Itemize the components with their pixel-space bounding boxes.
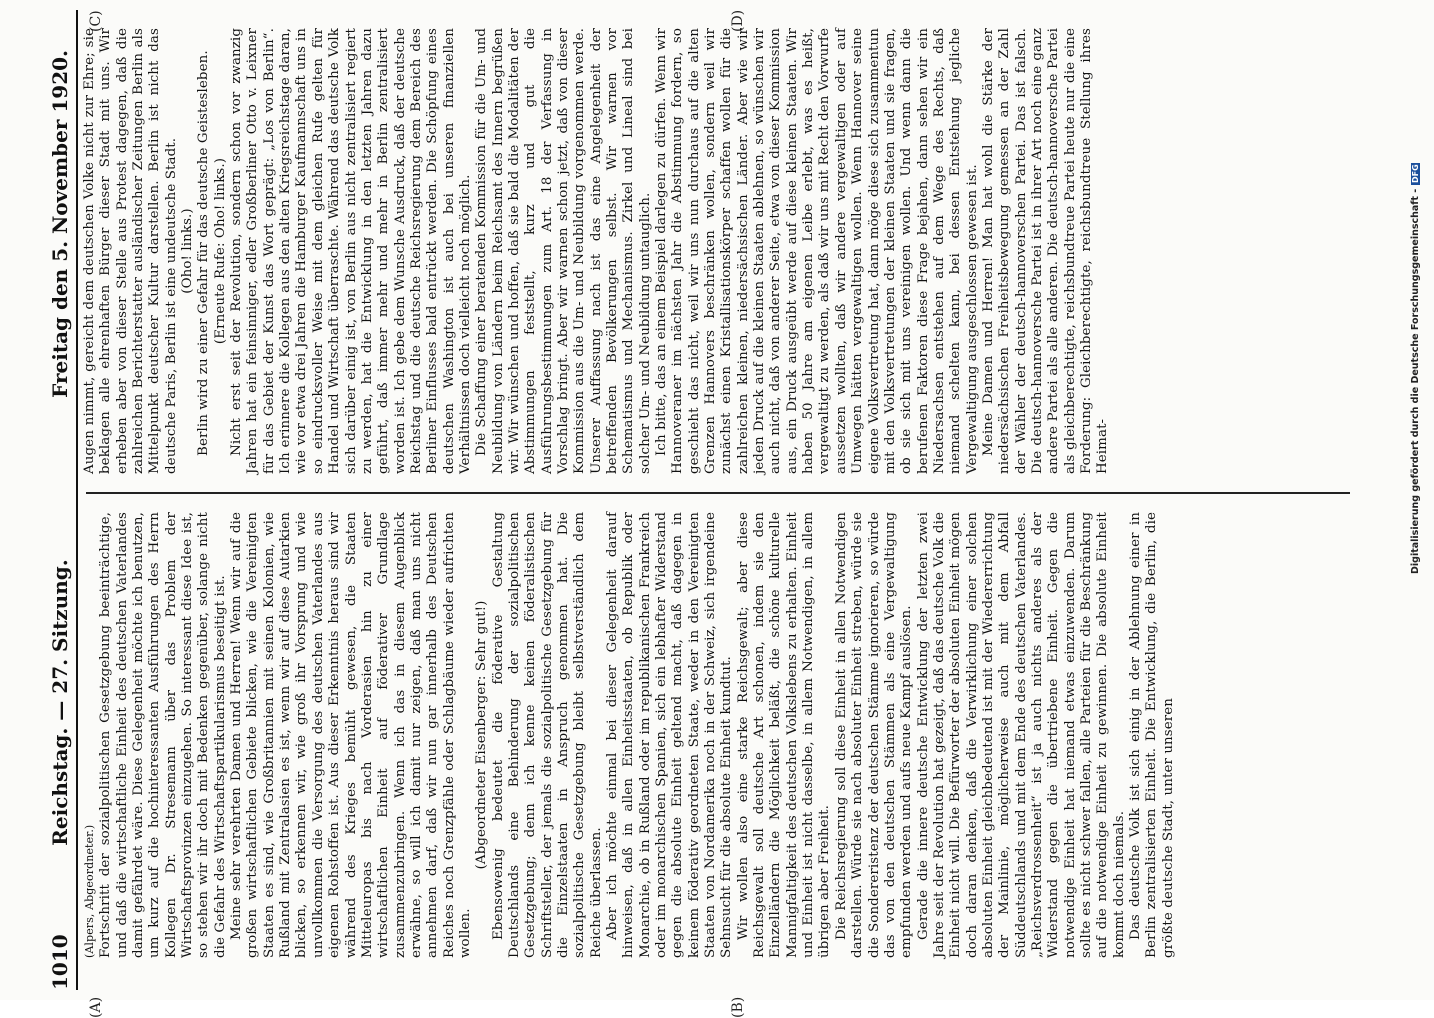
paragraph: Augen nimmt, gereicht dem deutschen Volke nicht zur Ehre; sie beklagen alle ehrenhaften Bürger dieser Stadt mit uns. Wir erheben aber von dieser Stelle aus Protest dagegen, daß die zahlreichen Berichterstatter ausländischer Zeitungen Berlin als Mittelpunkt deutscher Kultur darstellen. Berlin ist nicht das deutsche Paris, Berlin ist eine undeutsche Stadt. (82, 28, 179, 474)
rotated-page-content (40, 0, 1360, 1018)
paragraph: Berlin wird zu einer Gefahr für das deutsche Geistesleben. (196, 50, 212, 456)
paragraph: Meine Damen und Herren! Man hat wohl die Stärke der niedersächsischen Freiheitsbewegung gemessen an der Zahl der Wähler der deutsch-hannoverschen Partei. Das ist falsch. Die deutsch-hannoversche Partei ist in ihrer Art noch eine ganz andere Partei als alle anderen. Die deutsch-hannoversche Partei als gleichberechtigte, reichsbundtreue Partei heute nur die eine Forderung: Gleichberechtigte, reichsbundtreue Stellung ihres Heimat- (980, 28, 1111, 474)
column-divider (86, 492, 1350, 494)
margin-marker-a: (A) (88, 996, 104, 1018)
margin-marker-d: (D) (730, 9, 746, 32)
credit-text: Digitalisierung gefördert durch die Deutsche Forschungsgemeinschaft - (1410, 188, 1421, 574)
paragraph: Aber ich möchte einmal bei dieser Gelegenheit darauf hinweisen, daß in allen Einheitsstaaten, ob Republik oder Monarchie, ob in Rußland oder im republikanischen Frankreich oder im monarchischen Spanien, sich ein lebhafter Widerstand gegen die absolute Einheit geltend macht, daß dagegen in keinem föderativ geordneten Staate, weder in den Vereinigten Staaten von Nordamerika noch in der Schweiz, sich irgendeine Sehnsucht für die absolute Einheit kundtut. (605, 512, 735, 958)
text-columns (82, 10, 1354, 976)
paragraph: Gerade die innere deutsche Entwicklung der letzten zwei Jahre seit der Revolution hat gezeigt, daß das deutsche Volk die Einheit nicht will. Die Befürworter der absoluten Einheit mögen doch daran denken, daß die Verwirklichung einer solchen absoluten Einheit gleichbedeutend ist mit der Wiedererrichtung der Mainlinie, möglicherweise auch mit dem Abfall Süddeutschlands und mit dem Ende des deutschen Vaterlandes. „Reichsverdrossenheit“ ist ja auch nichts anderes als der Widerstand gegen die übertriebene Einheit. Gegen die notwendige Einheit hat niemand etwas einzuwenden. Darum sollte es nicht schwer fallen, alle Parteien für die Beschränkung auf die notwendige Einheit zu gewinnen. Die absolute Einheit kommt doch niemals. (915, 512, 1127, 958)
interjection: (Erneute Rufe: Oho! links.) (212, 157, 228, 345)
dfg-logo: DFG (1411, 164, 1420, 184)
speaker-label: (Alpers, Abgeordneter.) (83, 824, 96, 958)
paragraph: Ebensowenig bedeutet die föderative Gestaltung Deutschlands eine Behinderung der sozialpolitischen Gesetzgebung; denn ich kenne keinen föderalistischen Schriftsteller, der jemals die sozialpolitische Gesetzgebung für die Einzelstaaten in Anspruch genommen hat. Die sozialpolitische Gesetzgebung bleibt selbstverständlich dem Reiche überlassen. (490, 512, 604, 958)
interjection: (Abgeordneter Eisenberger: Sehr gut!) (474, 600, 490, 870)
paragraph: Die Reichsregierung soll diese Einheit in allen Notwendigen darstellen. Würde sie nach absoluter Einheit streben, würde sie die Sondereristenz der deutschen Stämme ignorieren, so würde das von den deutschen Stämmen als eine Vergewaltigung empfunden werden und aufs neue Kampf auslösen. (833, 512, 915, 958)
paragraph: Die Schaffung einer beratenden Kommission für die Um- und Neubildung von Ländern beim Reichsamt des Innern begrüßen wir. Wir wünschen und hoffen, daß sie bald die Modalitäten der Abstimmungen feststellt, kurz und gut die Ausführungsbestimmungen zum Art. 18 der Verfassung in Vorschlag bringt. Aber wir warnen schon jetzt, daß von dieser Kommission aus die Um- und Neubildung vorgenommen werde. Unserer Auffassung nach ist das eine Angelegenheit der betreffenden Bevölkerungen selbst. Wir warnen vor Schematismus und Mechanismus. Zirkel und Lineal sind bei solcher Um- und Neubildung untauglich. (474, 28, 653, 474)
margin-marker-c: (C) (88, 10, 104, 32)
paragraph: Fortschritt der sozialpolitischen Gesetzgebung beeinträchtige, und daß die wirtschaftliche Einheit des deutschen Vaterlandes damit gefährdet wäre. Diese Gelegenheit möchte ich benutzen, um kurz auf die hochinteressanten Ausführungen des Herrn Kollegen Dr. Stresemann über das Problem der Wirtschaftsprovinzen einzugehen. So interessant diese Idee ist, so stehen wir ihr doch mit Bedenken gegenüber, solange nicht die Gefahr des Wirtschaftspartikularismus beseitigt ist. (98, 512, 228, 958)
margin-marker-b: (B) (730, 996, 746, 1018)
left-column (82, 494, 1354, 976)
page-header (42, 10, 72, 990)
paragraph: Wir wollen also eine starke Reichsgewalt; aber diese Reichsgewalt soll deutsche Art schonen, indem sie den Einzelländern die Möglichkeit beläßt, die schöne kulturelle Mannigfaltigkeit des deutschen Volkslebens zu erhalten. Einheit und Einheit ist nicht dasselbe, in allem Notwendigen, in allem übrigen aber Freiheit. (735, 512, 833, 958)
paragraph: Das deutsche Volk ist sich einig in der Ablehnung einer in Berlin zentralisierten Einheit. Die Entwicklung, die Berlin, die größte deutsche Stadt, unter unseren (1128, 512, 1176, 958)
page-number: 1010 (48, 934, 72, 990)
right-column (82, 10, 1354, 492)
paragraph: Meine sehr verehrten Damen und Herren! Wenn wir auf die großen wirtschaftlichen Gebiete blicken, wie die Vereinigten Staaten es sind, wie Großbritannien mit seinen Kolonien, wie Rußland mit Zentralasien es ist, wenn wir auf diese Autarkien blicken, so erkennen wir, wie groß ihr Vorsprung und wie unvollkommen die Versorgung des deutschen Vaterlandes aus eigenen Rohstoffen ist. Aus dieser Erkenntnis heraus sind wir während des Krieges bemüht gewesen, die Staaten Mitteleuropas bis nach Vorderasien hin zu einer wirtschaftlichen Einheit auf föderativer Grundlage zusammenzubringen. Wenn ich das in diesem Augenblick erwähne, so will ich damit nur zeigen, daß man uns nicht annehmen darf, daß wir nun gar innerhalb des Deutschen Reiches noch Grenzpfähle oder Schlagbäume wieder aufrichten wollen. (229, 512, 473, 958)
session-date: Freitag den 5. November 1920. (48, 50, 72, 398)
digitization-credit (1410, 14, 1428, 574)
interjection: (Oho! links.) (180, 208, 196, 294)
session-title: Reichstag. — 27. Sitzung. (48, 559, 72, 846)
paragraph: Ich bitte, das an einem Beispiel darlegen zu dürfen. Wenn wir Hannoveraner im nächsten Jahr die Abstimmung fordern, so geschieht das nicht, weil wir uns nun durchaus auf die alten Grenzen Hannovers beschränken wollen, sondern weil wir zunächst einen Kristallisationskörper schaffen wollen für die zahlreichen kleinen, niedersächsischen Länder. Aber wie wir jeden Druck auf die kleinen Staaten ablehnen, so wünschen wir auch nicht, daß von anderer Seite, etwa von dieser Kommission aus, ein Druck ausgeübt werde auf diese kleinen Staaten. Wir haben 50 Jahre am eigenen Leibe erlebt, was es heißt, vergewaltigt zu werden, als daß wir uns mit Recht den Vorwurfe aussetzen wollten, daß wir andere vergewaltigen oder auf Umwegen hätten vergewaltigen wollen. Wenn Hannover seine eigene Volksvertretung hat, dann möge diese sich zusammentun mit den Volksvertretungen der kleinen Staaten und sie fragen, ob sie sich mit uns vereinigen wollen. Und wenn dann die berufenen Faktoren diese Frage bejahen, dann sehen wir ein Niedersachsen entstehen auf dem Wege des Rechts, daß niemand schelten kann, bei dessen Entstehung jegliche Vergewaltigung ausgeschlossen gewesen ist. (654, 28, 980, 474)
header-rule (76, 10, 78, 990)
paragraph: Nicht erst seit der Revolution, sondern schon vor zwanzig Jahren hat ein feinsinniger, edler Großberliner Otto v. Leixner für das Gebiet der Kunst das Wort geprägt: „Los von Berlin“. Ich erinnere die Kollegen aus den alten Kriegsreichstage daran, wie vor etwa drei Jahren die Hamburger Kaufmannschaft uns in so eindrucksvoller Weise mit dem gleichen Rufe gelten für Handel und Wirtschaft überraschte. Während das deutsche Volk sich darüber einig ist, von Berlin aus nicht zentralisiert regiert zu werden, hat die Entwicklung in den letzten Jahren dazu geführt, daß immer mehr und mehr in Berlin zentralisiert worden ist. Ich gebe dem Wunsche Ausdruck, daß der deutsche Reichstag und die deutsche Reichsregierung dem Bereich des Berliner Einflusses bald entrückt werden. Die Schöpfung eines deutschen Washington ist auch bei unseren finanziellen Verhältnissen doch vielleicht noch möglich. (229, 28, 473, 474)
